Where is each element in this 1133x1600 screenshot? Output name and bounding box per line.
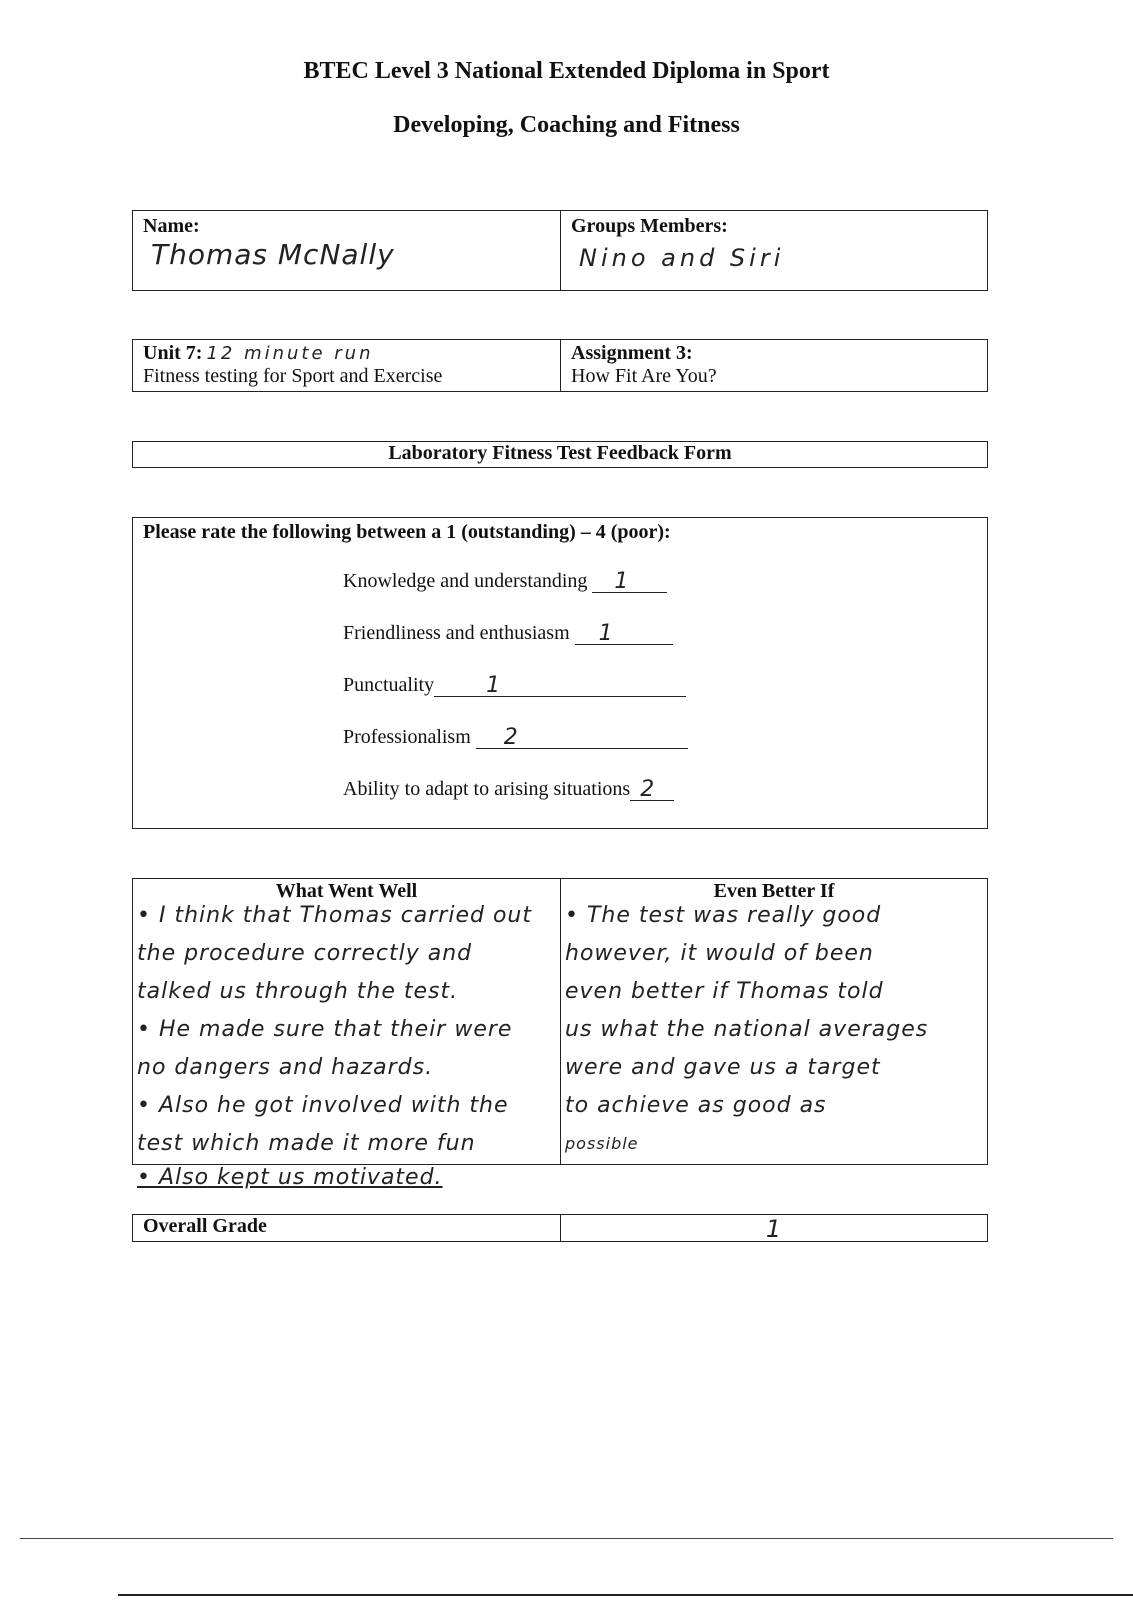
unit-handwritten: 12 minute run <box>206 343 374 364</box>
handwritten-line: • Also he got involved with the <box>137 1093 509 1118</box>
unit-box <box>132 339 988 392</box>
rating-label: Punctuality <box>343 674 435 696</box>
group-members-label: Groups Members: <box>571 215 728 237</box>
footer-rule-bottom <box>118 1594 1133 1596</box>
assignment-label: Assignment 3: <box>571 342 693 364</box>
rating-knowledge <box>343 570 667 593</box>
overall-grade-value: 1 <box>765 1215 783 1243</box>
what-went-well-label: What Went Well <box>275 880 418 902</box>
rating-label: Professionalism <box>343 726 471 748</box>
assignment-title: How Fit Are You? <box>571 365 717 387</box>
rating-value: 2 <box>503 725 519 750</box>
name-box <box>132 210 988 291</box>
rating-label: Ability to adapt to arising situations <box>343 778 631 800</box>
ratings-instruction: Please rate the following between a 1 (outstanding) – 4 (poor): <box>143 521 671 543</box>
handwritten-line: us what the national averages <box>565 1017 929 1042</box>
handwritten-line: however, it would of been <box>565 941 874 966</box>
footer-rule <box>20 1538 1113 1539</box>
name-value: Thomas McNally <box>151 238 395 271</box>
rating-value: 1 <box>598 621 614 646</box>
handwritten-line: possible <box>565 1134 639 1153</box>
even-better-if-label: Even Better If <box>713 880 835 902</box>
document-subtitle: Developing, Coaching and Fitness <box>393 112 740 138</box>
handwritten-line: • The test was really good <box>565 903 882 928</box>
rating-label: Knowledge and understanding <box>343 570 588 592</box>
rating-label: Friendliness and enthusiasm <box>343 622 570 644</box>
handwritten-line: • Also kept us motivated. <box>137 1165 443 1190</box>
unit-label: Unit 7: <box>143 342 203 364</box>
what-went-well-text <box>137 897 556 1193</box>
overall-grade-label: Overall Grade <box>143 1215 267 1237</box>
document-title: BTEC Level 3 National Extended Diploma in Sport <box>303 58 830 84</box>
overall-grade-box <box>132 1214 988 1242</box>
handwritten-line: • I think that Thomas carried out <box>137 903 532 928</box>
handwritten-line: talked us through the test. <box>137 979 459 1004</box>
rating-value: 1 <box>614 569 630 594</box>
rating-professionalism <box>343 726 688 749</box>
unit-title: Fitness testing for Sport and Exercise <box>143 365 443 387</box>
rating-value: 1 <box>486 673 502 698</box>
rating-friendliness <box>343 622 673 645</box>
rating-punctuality <box>343 674 686 697</box>
form-title-box <box>132 441 988 468</box>
handwritten-line: the procedure correctly and <box>137 941 473 966</box>
rating-value: 2 <box>640 777 656 802</box>
handwritten-line: were and gave us a target <box>565 1055 881 1080</box>
handwritten-line: • He made sure that their were <box>137 1017 513 1042</box>
handwritten-line: even better if Thomas told <box>565 979 884 1004</box>
name-label: Name: <box>143 215 200 237</box>
handwritten-line: to achieve as good as <box>565 1093 827 1118</box>
feedback-box <box>132 878 988 1190</box>
handwritten-line: no dangers and hazards. <box>137 1055 434 1080</box>
form-title: Laboratory Fitness Test Feedback Form <box>388 442 732 464</box>
even-better-if-text <box>565 897 983 1163</box>
rating-adaptability <box>343 778 674 801</box>
group-members-value: Nino and Siri <box>579 244 785 272</box>
handwritten-line: test which made it more fun <box>137 1131 476 1156</box>
